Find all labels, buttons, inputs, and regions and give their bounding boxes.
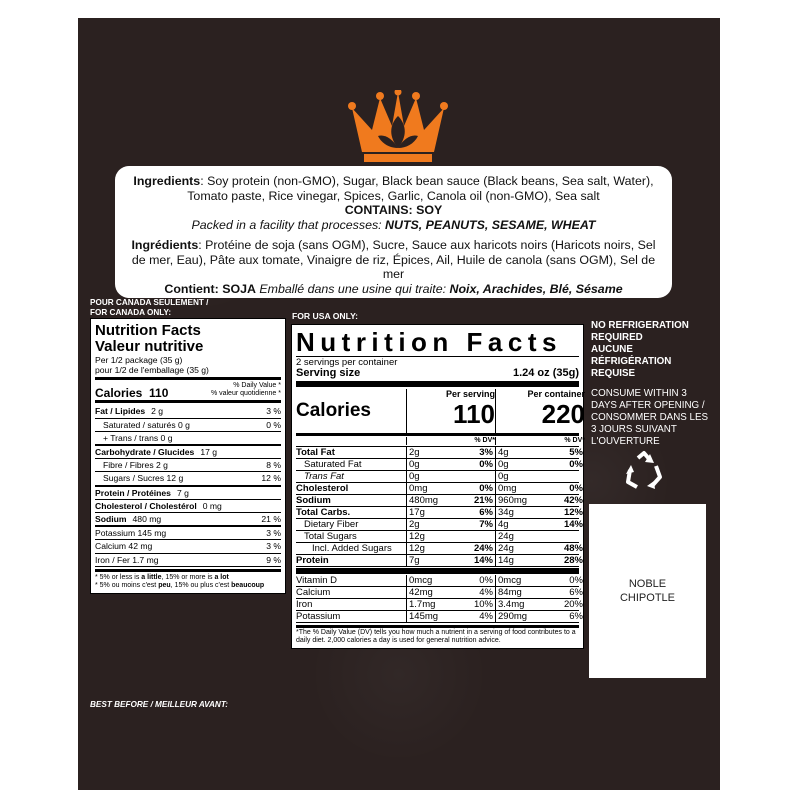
ca-footnote-1: * 5% or less is a little, 15% or more is a lot — [95, 573, 229, 581]
ca-row: Sodium 480 mg 21 % — [95, 513, 281, 527]
ca-row-dv: 8 % — [266, 460, 281, 471]
ca-rows — [95, 405, 281, 566]
recycle-icon — [623, 450, 665, 492]
usa-header: FOR USA ONLY: — [292, 311, 359, 321]
best-before: BEST BEFORE / MEILLEUR AVANT: — [90, 700, 228, 709]
ca-row: Calcium 42 mg 3 % — [95, 540, 281, 553]
ingredients-fr: Ingrédients: Protéine de soja (sans OGM), Sucre, Sauce aux haricots noirs (Haricots noirs, Sel de mer, Eau), Pâte aux tomate, Vinaigre de riz, Épices, Ail, Huile de canola (sans OGM), Sel de mer — [131, 238, 656, 281]
ca-per2: pour 1/2 de l'emballage (35 g) — [95, 365, 209, 376]
ingredients-en: Ingredients: Soy protein (non-GMO), Sugar, Black bean sauce (Black beans, Sea salt, Water), Tomato paste, Rice vinegar, Spices, Garlic, Canola oil (non-GMO), Sea salt — [133, 174, 654, 203]
us-row: Protein 7g 14% 14g 28% — [296, 555, 583, 566]
us-row: Total Sugars 12g 24g — [296, 531, 579, 543]
crown-logo-icon — [348, 90, 448, 176]
us-serving-size: Serving size 1.24 oz (35g) — [296, 367, 579, 379]
us-row: Iron 1.7mg 10% 3.4mg 20% — [296, 599, 583, 610]
consume-note: CONSUME WITHIN 3 DAYS AFTER OPENING / CONSOMMER DANS LES 3 JOURS SUIVANT L'OUVERTURE — [591, 388, 709, 447]
ca-row-dv: 3 % — [266, 528, 281, 539]
ingredients-box — [115, 166, 672, 298]
package-panel — [78, 18, 720, 790]
product-name-label: NOBLE CHIPOTLE — [589, 504, 706, 678]
us-row: Vitamin D 0mcg 0% 0mcg 0% — [296, 575, 583, 586]
ca-row-dv: 12 % — [261, 473, 281, 484]
ca-row: Fibre / Fibres 2 g 8 % — [95, 459, 281, 472]
ca-footnote-2: * 5% ou moins c'est peu, 15% ou plus c'est beaucoup — [95, 581, 265, 589]
ca-row: Cholesterol / Cholestérol 0 mg — [95, 500, 281, 513]
us-calories-block: Calories Per serving 110 Per container 220 — [296, 389, 579, 433]
ca-row-dv: 0 % — [266, 419, 281, 430]
us-row: Total Carbs. 17g 6% 34g 12% — [296, 507, 583, 518]
ca-per1: Per 1/2 package (35 g) — [95, 355, 183, 365]
ca-row: Potassium 145 mg 3 % — [95, 527, 281, 540]
us-row: Calcium 42mg 4% 84mg 6% — [296, 587, 583, 598]
us-cal-serving: 110 — [453, 399, 495, 429]
ca-row: Iron / Fer 1.7 mg 9 % — [95, 554, 281, 567]
no-refrigeration-note: NO REFRIGERATION REQUIRED AUCUNE RÉFRIGÉRATION REQUISE — [591, 320, 689, 379]
us-vitamins — [296, 575, 583, 623]
ca-calories-row: Calories 110 % Daily Value * % valeur quotidienne * — [95, 382, 281, 401]
us-row: Incl. Added Sugars 12g 24% 24g 48% — [296, 543, 579, 555]
us-row: Saturated Fat 0g 0% 0g 0% — [296, 459, 579, 471]
ca-row-dv: 21 % — [261, 514, 281, 525]
canada-nutrition-table — [90, 318, 286, 594]
us-row: Trans Fat 0g 0g — [296, 471, 579, 483]
us-row: Cholesterol 0mg 0% 0mg 0% — [296, 483, 583, 494]
contains-en: CONTAINS: SOY — [344, 203, 443, 217]
ca-row: Fat / Lipides 2 g 3 % — [95, 405, 281, 418]
ca-title-fr: Valeur nutritive — [95, 338, 204, 355]
us-row: Dietary Fiber 2g 7% 4g 14% — [296, 519, 579, 531]
us-row: Total Fat 2g 3% 4g 5% — [296, 447, 583, 458]
ca-row-dv: 3 % — [266, 541, 281, 552]
canada-header: POUR CANADA SEULEMENT / FOR CANADA ONLY: — [90, 298, 209, 317]
ca-row: Saturated / saturés 0 g 0 % — [95, 419, 281, 432]
contains-fr: Contient: SOJA Emballé dans une usine qui traite: Noix, Arachides, Blé, Sésame — [164, 281, 623, 296]
us-servings: 2 servings per container — [296, 357, 398, 368]
usa-nutrition-table: Nutrition Facts 2 servings per container Serving size 1.24 oz (35g) Calories Per serving 110 Per container 220 % DV* % DV* Total Fat 2g 3% 4g 5% Saturated Fat 0g 0% 0g 0% Trans Fat 0g 0g Cholesterol 0mg 0% 0mg 0% Sodium 480mg 21% 960mg 42% Total Carbs. 17g 6% 34g 12% Dietary Fiber 2g 7% 4g 14% Total Sugars 12g 24g Incl. Added Sugars 12g 24% 24g 48% Protein 7g 14% 14g 28% Vitamin D 0mcg 0% 0mcg 0% Calcium 42mg 4% 84mg 6% Iron 1.7mg 10% 3.4mg 20% Potassium 145mg 4% 290mg 6% *The % Daily Value (DV) tells you how much a nutrient in a serving of food contributes to a daily diet. 2,000 calories a day is used for general nutrition advice. — [291, 324, 584, 649]
ca-row: Carbohydrate / Glucides 17 g — [95, 446, 281, 459]
us-row: Potassium 145mg 4% 290mg 6% — [296, 611, 583, 622]
us-row: Sodium 480mg 21% 960mg 42% — [296, 495, 583, 506]
us-footnote: *The % Daily Value (DV) tells you how much a nutrient in a serving of food contributes to a daily diet. 2,000 calories a day is used for general nutrition advice. — [296, 629, 576, 644]
ca-row: Protein / Protéines 7 g — [95, 487, 281, 500]
us-title: Nutrition Facts — [296, 327, 562, 357]
us-cal-container: 220 — [541, 399, 585, 429]
ca-row-dv: 3 % — [266, 406, 281, 417]
facility-en: Packed in a facility that processes: NUTS, PEANUTS, SESAME, WHEAT — [191, 217, 596, 232]
ca-title-en: Nutrition Facts — [95, 322, 201, 339]
ca-row: Sugars / Sucres 12 g 12 % — [95, 472, 281, 486]
ca-row-dv: 9 % — [266, 554, 281, 565]
ca-row: + Trans / trans 0 g — [95, 432, 281, 446]
us-rows — [296, 447, 583, 567]
